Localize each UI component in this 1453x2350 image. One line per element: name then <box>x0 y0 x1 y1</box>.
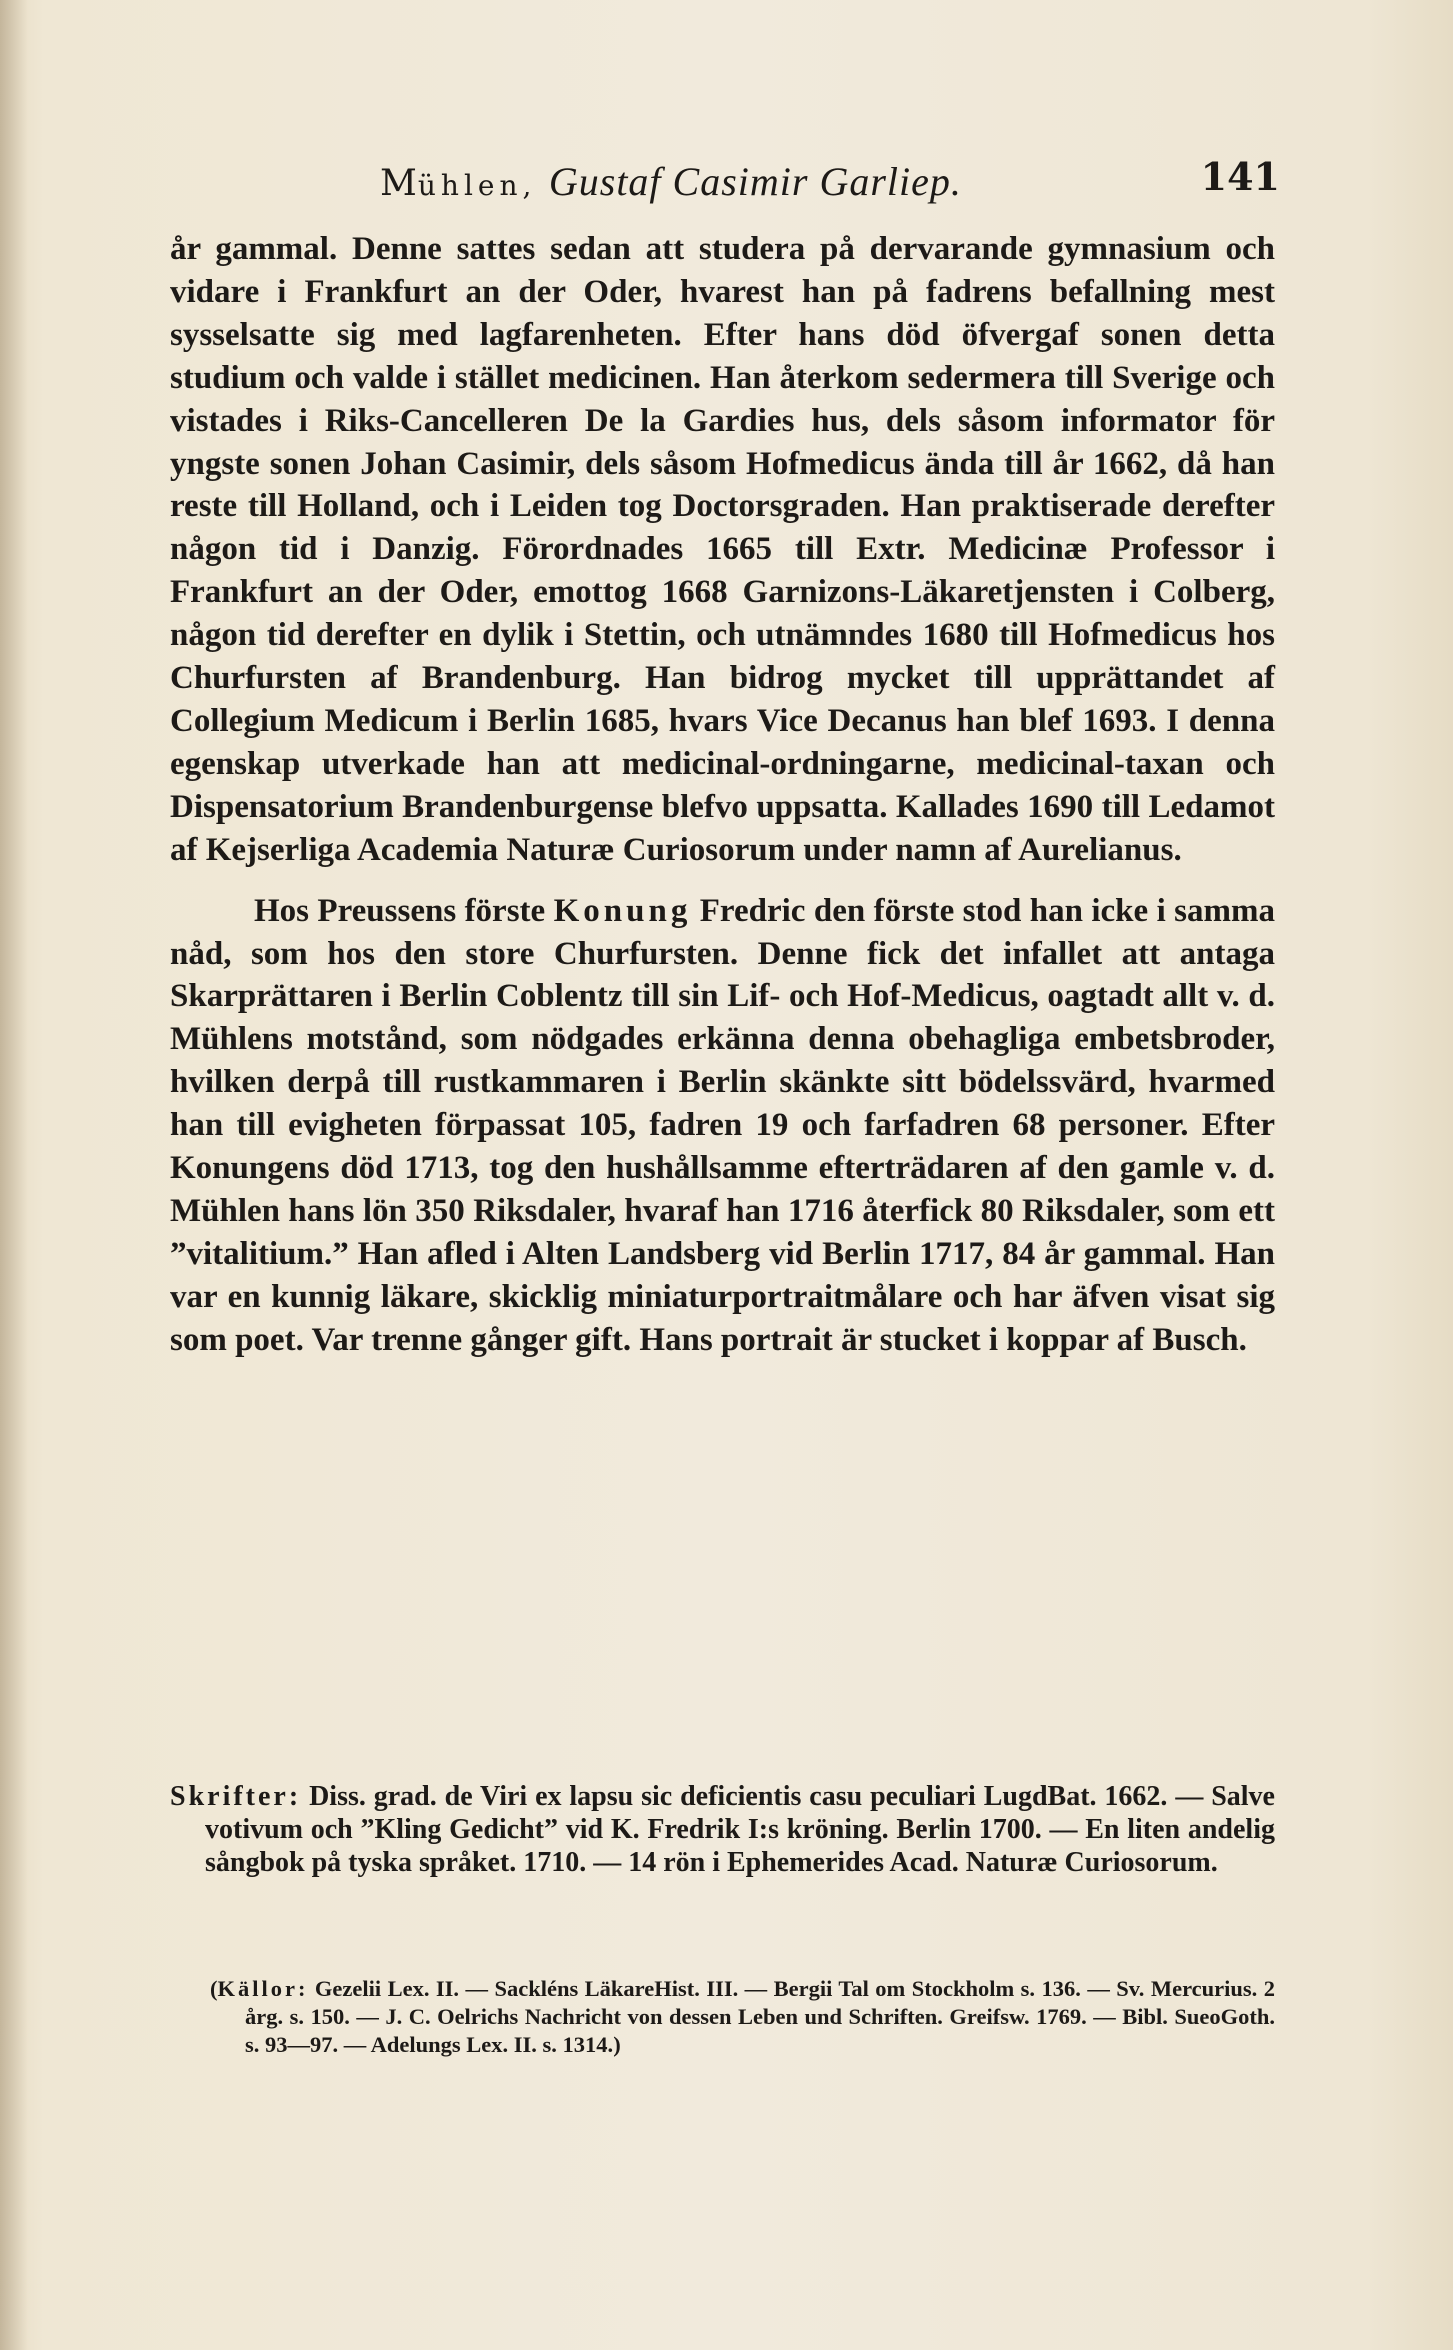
running-head-initial: M <box>380 163 418 204</box>
writings-label: Skrifter: <box>170 1781 302 1812</box>
paragraph-2-start: Hos Preussens förste <box>254 892 554 929</box>
writings-text: Diss. grad. de Viri ex lapsu sic deficientis casu peculiari LugdBat. 1662. — Salve votivum och ”Kling Gedicht” vid K. Fredrik I:s kröning. Berlin 1700. — En liten andelig sångbok på tyska språket. 1710. — 14 rön i Ephemerides Acad. Naturæ Curiosorum. <box>205 1781 1275 1878</box>
writings-section <box>170 1780 1275 1879</box>
gutter-shadow <box>0 0 28 2350</box>
sources-label: Källor: <box>217 1976 309 2001</box>
sources-close-paren: ) <box>613 2032 621 2057</box>
paragraph-2-spaced-word: Konung <box>553 892 692 929</box>
running-head <box>380 158 962 205</box>
main-text <box>170 228 1275 1362</box>
sources-text: Gezelii Lex. II. — Sackléns LäkareHist. III. — Bergii Tal om Stockholm s. 136. — Sv. Mercurius. 2 årg. s. 150. — J. C. Oelrichs Nachricht von dessen Leben und Schriften. Greifsw. 1769. — Bibl. SueoGoth. s. 93—97. — Adelungs Lex. II. s. 1314. <box>245 1976 1275 2057</box>
running-head-subtitle: Gustaf Casimir Garliep. <box>548 159 962 204</box>
paragraph-1: år gammal. Denne sattes sedan att studera på dervarande gymnasium och vidare i Frankfurt an der Oder, hvarest han på fadrens befallning mest sysselsatte sig med lagfarenheten. Efter hans död öfvergaf sonen detta studium och valde i stället medicinen. Han återkom sedermera till Sverige och vistades i Riks-Cancelleren De la Gardies hus, dels såsom informator för yngste sonen Johan Casimir, dels såsom Hofmedicus ända till år 1662, då han reste till Holland, och i Leiden tog Doctorsgraden. Han praktiserade derefter någon tid i Danzig. Förordnades 1665 till Extr. Medicinæ Professor i Frankfurt an der Oder, emottog 1668 Garnizons-Läkaretjensten i Colberg, någon tid derefter en dylik i Stettin, och utnämndes 1680 till Hofmedicus hos Churfursten af Brandenburg. Han bidrog mycket till upprättandet af Collegium Medicum i Berlin 1685, hvars Vice Decanus han blef 1693. I denna egenskap utverkade han att medicinal-ordningarne, medicinal-taxan och Dispensatorium Brandenburgense blefvo uppsatta. Kallades 1690 till Ledamot af Kejserliga Academia Naturæ Curiosorum under namn af Aurelianus. <box>170 231 1275 868</box>
page-number: 141 <box>1200 154 1280 199</box>
paragraph-2 <box>170 890 1275 1362</box>
page-header <box>170 150 1280 210</box>
running-head-name: ühlen, <box>417 169 537 202</box>
writings-entry <box>170 1780 1275 1879</box>
sources-entry <box>210 1975 1275 2059</box>
paragraph-2-rest: Fredric den förste stod han icke i samma nåd, som hos den store Churfursten. Denne fick det infallet att antaga Skarprättaren i Berlin Coblentz till sin Lif- och Hof-Medicus, oagtadt allt v. d. Mühlens motstånd, som nödgades erkänna denna obehagliga embetsbroder, hvilken derpå till rustkammaren i Berlin skänkte sitt bödelssvärd, hvarmed han till evigheten förpassat 105, fadren 19 och farfadren 68 personer. Efter Konungens död 1713, tog den hushållsamme efterträdaren af den gamle v. d. Mühlen hans lön 350 Riksdaler, hvaraf han 1716 återfick 80 Riksdaler, som ett ”vitalitium.” Han afled i Alten Landsberg vid Berlin 1717, 84 år gammal. Han var en kunnig läkare, skicklig miniaturportraitmålare och har äfven visat sig som poet. Var trenne gånger gift. Hans portrait är stucket i koppar af Busch. <box>170 892 1275 1358</box>
sources-open-paren: ( <box>210 1976 218 2001</box>
sources-section <box>210 1975 1275 2059</box>
